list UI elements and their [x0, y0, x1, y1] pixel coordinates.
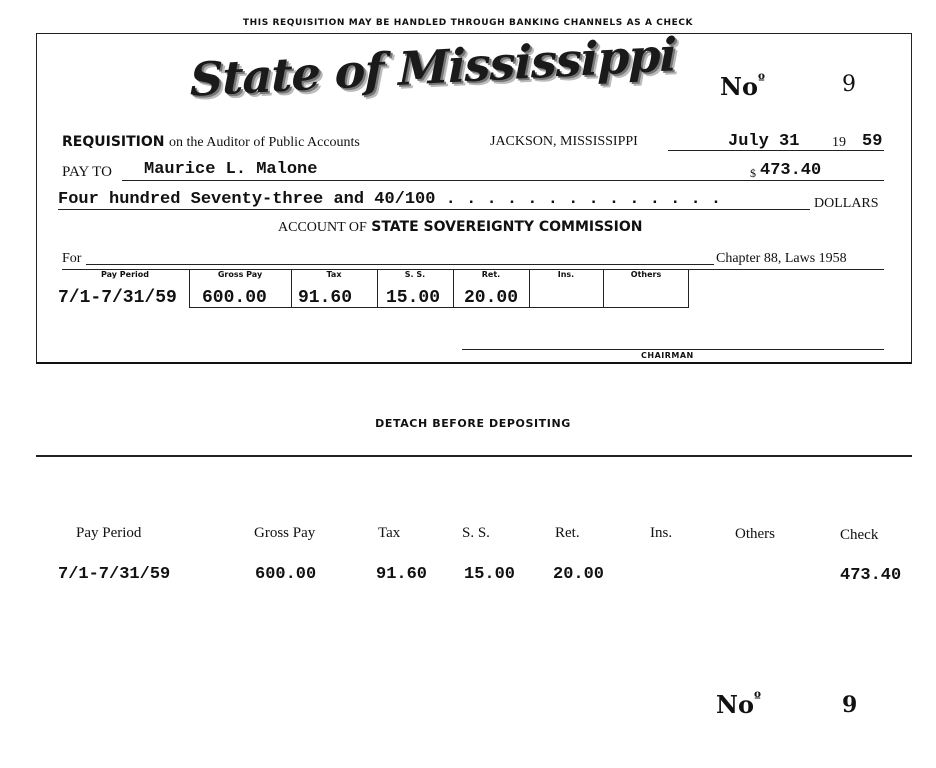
value-pay-period: 7/1-7/31/59	[58, 288, 177, 308]
stub-value-pay-period: 7/1-7/31/59	[58, 565, 171, 584]
table-divider	[688, 270, 689, 308]
for-line	[86, 264, 714, 265]
stub-head-gross-pay: Gross Pay	[254, 525, 316, 541]
chairman-signature-line	[462, 349, 884, 350]
value-gross-pay: 600.00	[202, 288, 267, 308]
table-divider	[453, 270, 454, 308]
col-head-ss: S. S.	[404, 270, 426, 279]
currency-symbol: $	[750, 166, 756, 180]
requisition-text: on the Auditor of Public Accounts	[168, 135, 360, 150]
check-number: 9	[842, 72, 856, 97]
stub-head-pay-period: Pay Period	[76, 525, 142, 541]
state-of-mississippi-title: State of Mississippi	[190, 27, 677, 107]
payee-name: Maurice L. Malone	[144, 160, 318, 179]
col-head-gross-pay: Gross Pay	[217, 270, 263, 279]
stub-value-tax: 91.60	[376, 565, 428, 584]
col-head-others: Others	[630, 270, 662, 279]
chairman-label: CHAIRMAN	[641, 351, 694, 360]
stub-head-others: Others	[735, 526, 775, 542]
requisition-line	[62, 134, 360, 151]
table-divider	[603, 270, 604, 308]
table-divider	[529, 270, 530, 308]
amount-in-words: Four hundred Seventy-three and 40/100 . . . . . . . . . . . . . .	[58, 190, 722, 209]
payee-line	[122, 180, 884, 181]
col-head-pay-period: Pay Period	[101, 270, 149, 279]
stub-head-tax: Tax	[378, 525, 401, 541]
detach-label: DETACH BEFORE DEPOSITING	[375, 417, 571, 430]
stub-value-ss: 15.00	[464, 565, 516, 584]
account-line	[278, 219, 643, 236]
chapter-reference: Chapter 88, Laws 1958	[716, 251, 847, 266]
requisition-label: REQUISITION	[62, 134, 165, 150]
stub-number-label: $No^º$	[716, 690, 761, 719]
stub-value-gross-pay: 600.00	[255, 565, 317, 584]
stub-head-check: Check	[840, 527, 879, 543]
col-head-ret: Ret.	[481, 270, 501, 279]
for-label: For	[62, 251, 82, 266]
pay-to-label: PAY TO	[62, 164, 112, 180]
stub-number: 9	[842, 692, 858, 718]
detach-line	[36, 455, 912, 457]
col-head-tax: Tax	[326, 270, 342, 279]
dollars-label: DOLLARS	[814, 196, 879, 211]
value-tax: 91.60	[298, 288, 353, 308]
stub-value-check: 473.40	[840, 566, 902, 585]
year-prefix: 19	[832, 135, 846, 150]
check-number-label: $No^º$	[720, 72, 765, 101]
amount-dots: . . . . . . . . . . . . . .	[445, 190, 722, 209]
banking-note: THIS REQUISITION MAY BE HANDLED THROUGH BANKING CHANNELS AS A CHECK	[242, 18, 694, 28]
value-ret: 20.00	[464, 288, 519, 308]
place: JACKSON, MISSISSIPPI	[490, 134, 638, 149]
stub-value-ret: 20.00	[553, 565, 605, 584]
stub-head-ss: S. S.	[462, 525, 490, 541]
table-divider	[189, 270, 190, 308]
stub-head-ins: Ins.	[650, 525, 673, 541]
table-divider	[377, 270, 378, 308]
account-name: STATE SOVEREIGNTY COMMISSION	[371, 219, 643, 235]
table-divider	[291, 270, 292, 308]
account-of-label: ACCOUNT OF	[278, 220, 367, 235]
col-head-ins: Ins.	[557, 270, 575, 279]
amount: 473.40	[760, 161, 822, 180]
year-suffix: 59	[862, 132, 883, 151]
stub-head-ret: Ret.	[555, 525, 580, 541]
value-ss: 15.00	[386, 288, 441, 308]
date-month-day: July 31	[728, 132, 800, 151]
amount-words-line	[58, 209, 810, 210]
